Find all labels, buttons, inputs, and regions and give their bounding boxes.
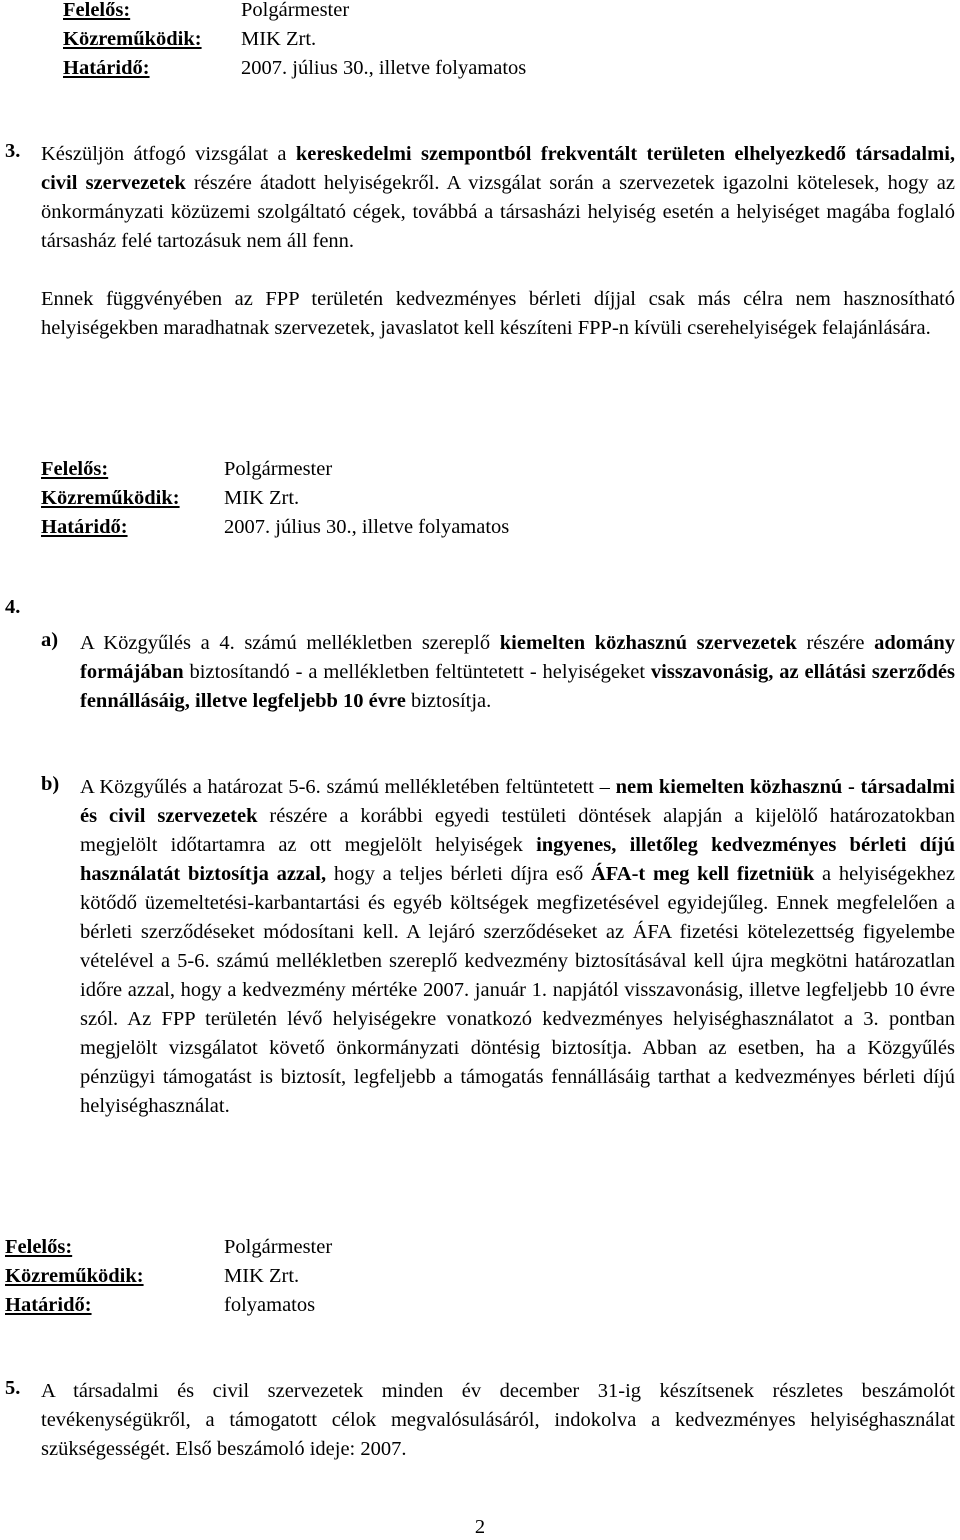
responsible-block-3 (5, 1233, 332, 1320)
felelos-label: Felelős: (63, 0, 131, 21)
section-4-number: 4. (5, 596, 21, 618)
hatarido-value: folyamatos (224, 1294, 316, 1316)
felelos-row (5, 1233, 332, 1262)
section-4a-label: a) (41, 629, 59, 651)
hatarido-label: Határidő: (41, 516, 128, 538)
felelos-label: Felelős: (5, 1236, 73, 1258)
section-4b-label: b) (41, 773, 60, 795)
hatarido-label: Határidő: (5, 1294, 92, 1316)
section-4b-body: A Közgyűlés a határozat 5-6. számú mellékletében feltüntetett – nem kiemelten közhasznú - társadalmi és civil szervezetek részére a korábbi egyedi testületi döntések alapján a kijelölő határozatokban megjelölt időtartamra az ott megjelölt helyiségek ingyenes, illetőleg kedvezményes bérleti díjú használatát biztosítja azzal, hogy a teljes bérleti díjra eső ÁFA-t meg kell fizetniük a helyiségekhez kötődő üzemeltetési-karbantartási és egyéb költségek megfizetésével egyidejűleg. Ennek megfelelően a bérleti szerződéseket módosítani kell. A lejáró szerződéseket az ÁFA fizetési kötelezettség figyelembe vételével a 5-6. számú mellékletben szereplő kedvezmény biztosításával kell újra megkötni határozatlan időre azzal, hogy a kedvezmény mértéke 2007. január 1. napjától visszavonásig, illetve legfeljebb 10 évre szól. Az FPP területén lévő helyiségekre vonatkozó kedvezményes helyiséghasználatot a 3. pontban megjelölt vizsgálatot követő önkormányzati döntésig biztosítja. Abban az esetben, ha a Közgyűlés pénzügyi támogatást is biztosít, legfeljebb a támogatás fennállásáig tarthat a kedvezményes bérleti díjú helyiséghasználat. (80, 776, 955, 1117)
section-4a-body: A Közgyűlés a 4. számú mellékletben szereplő kiemelten közhasznú szervezetek részére adomány formájában biztosítandó - a mellékletben feltüntetett - helyiségeket visszavonásig, az ellátási szerződés fennállásáig, illetve legfeljebb 10 évre biztosítja. (80, 632, 956, 712)
section-5-body: A társadalmi és civil szervezetek minden év december 31-ig készítsenek részletes beszámolót tevékenységükről, a támogatott célok megvalósulásáról, indokolva a kedvezményes helyiséghasználat szükségességét. Első beszámoló ideje: 2007. (41, 1380, 955, 1460)
felelos-row (63, 0, 526, 25)
hatarido-row (63, 54, 526, 83)
kozremukodik-label: Közreműködik: (63, 28, 202, 50)
kozremukodik-row (41, 484, 509, 513)
kozremukodik-label: Közreműködik: (5, 1265, 144, 1287)
hatarido-value: 2007. július 30., illetve folyamatos (241, 57, 527, 79)
kozremukodik-row (63, 25, 526, 54)
hatarido-row (5, 1291, 332, 1320)
kozremukodik-row (5, 1262, 332, 1291)
hatarido-value: 2007. július 30., illetve folyamatos (224, 516, 510, 538)
felelos-row (41, 455, 509, 484)
felelos-value: Polgármester (224, 458, 333, 480)
responsible-block-2 (41, 455, 509, 542)
section-3-paragraph-2: Ennek függvényében az FPP területén kedvezményes bérleti díjjal csak más célra nem hasznosítható helyiségekben maradhatnak szervezetek, javaslatot kell készíteni FPP-n kívüli cserehelyiségek felajánlására. (41, 288, 955, 339)
page-number: 2 (474, 1516, 486, 1538)
kozremukodik-value: MIK Zrt. (241, 28, 317, 50)
responsible-block-1 (63, 0, 526, 83)
hatarido-row (41, 513, 509, 542)
section-3-body (41, 140, 955, 343)
felelos-value: Polgármester (241, 0, 350, 21)
kozremukodik-value: MIK Zrt. (224, 487, 300, 509)
felelos-value: Polgármester (224, 1236, 333, 1258)
kozremukodik-value: MIK Zrt. (224, 1265, 300, 1287)
section-5-number: 5. (5, 1377, 21, 1399)
section-3-number: 3. (5, 140, 21, 162)
section-3-paragraph-1: Készüljön átfogó vizsgálat a kereskedelmi szempontból frekventált területen elhelyezkedő társadalmi, civil szervezetek részére átadott helyiségekről. A vizsgálat során a szervezetek igazolni kötelesek, hogy az önkormányzati közüzemi szolgáltató cégek, továbbá a társasházi helyiség esetén a helyiséget magába foglaló társasház felé tartozásuk nem áll fenn. (41, 143, 956, 252)
kozremukodik-label: Közreműködik: (41, 487, 180, 509)
hatarido-label: Határidő: (63, 57, 150, 79)
felelos-label: Felelős: (41, 458, 109, 480)
